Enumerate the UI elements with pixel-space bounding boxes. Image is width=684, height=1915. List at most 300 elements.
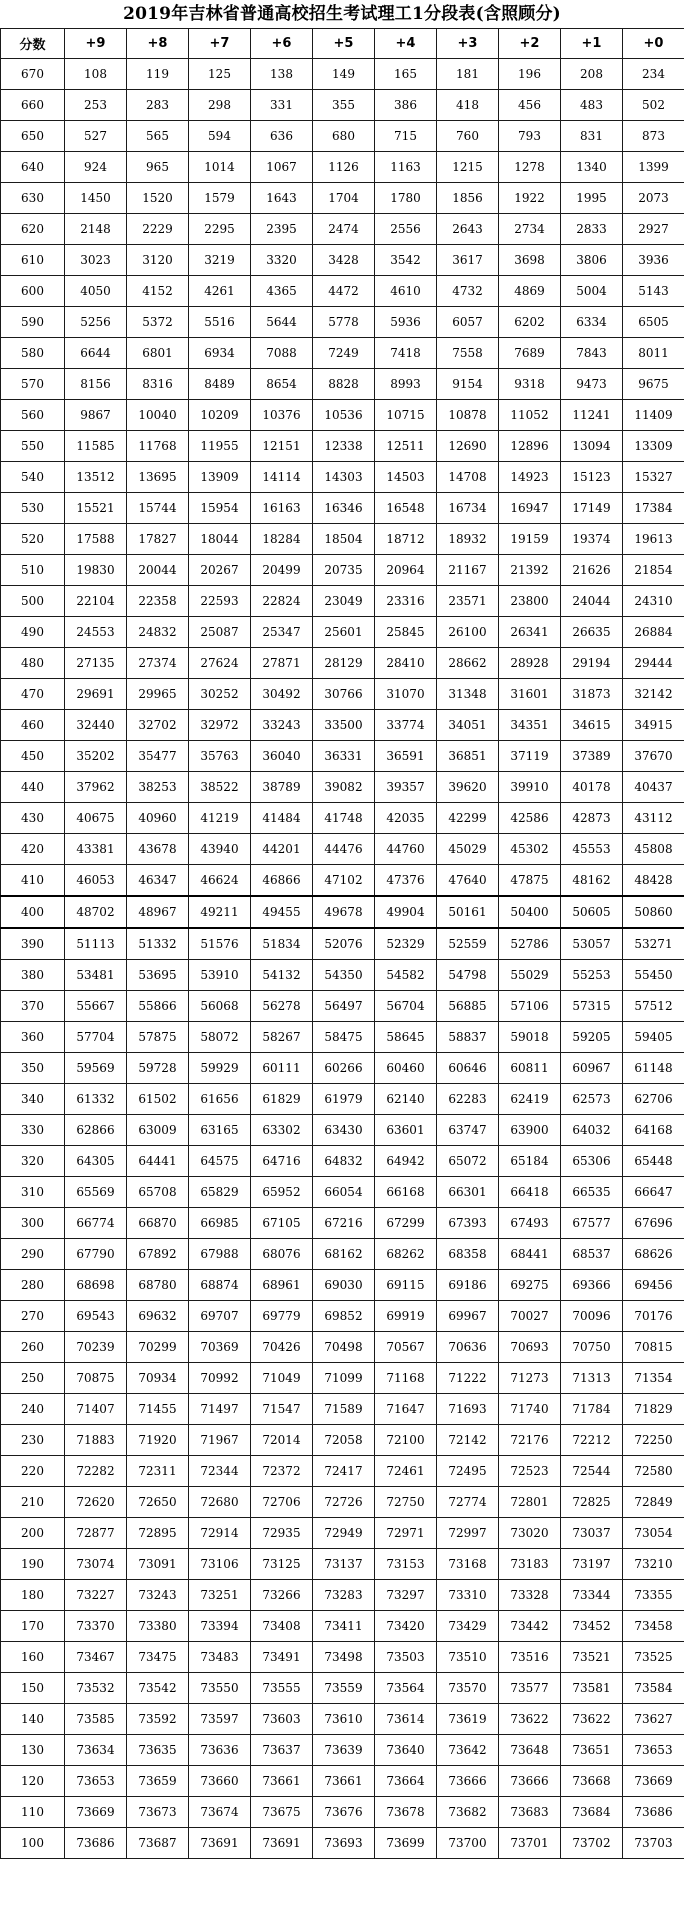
table-row [1, 1704, 684, 1735]
count-cell: 3617 [437, 245, 499, 276]
table-row [1, 1115, 684, 1146]
count-cell: 54132 [251, 960, 313, 991]
count-cell: 64832 [313, 1146, 375, 1177]
count-cell: 10040 [127, 400, 189, 431]
table-row [1, 1797, 684, 1828]
count-cell: 73467 [65, 1642, 127, 1673]
score-cell: 190 [1, 1549, 65, 1580]
count-cell: 5644 [251, 307, 313, 338]
count-cell: 73442 [499, 1611, 561, 1642]
count-cell: 68698 [65, 1270, 127, 1301]
count-cell: 70815 [623, 1332, 684, 1363]
count-cell: 31070 [375, 679, 437, 710]
count-cell: 73700 [437, 1828, 499, 1859]
table-row [1, 928, 684, 960]
count-cell: 1922 [499, 183, 561, 214]
score-cell: 290 [1, 1239, 65, 1270]
count-cell: 1579 [189, 183, 251, 214]
count-cell: 57704 [65, 1022, 127, 1053]
count-cell: 73458 [623, 1611, 684, 1642]
header-cell: +7 [189, 29, 251, 59]
count-cell: 68262 [375, 1239, 437, 1270]
count-cell: 34615 [561, 710, 623, 741]
count-cell: 73559 [313, 1673, 375, 1704]
count-cell: 64441 [127, 1146, 189, 1177]
count-cell: 72801 [499, 1487, 561, 1518]
count-cell: 13512 [65, 462, 127, 493]
count-cell: 32702 [127, 710, 189, 741]
table-row [1, 1239, 684, 1270]
count-cell: 53271 [623, 928, 684, 960]
count-cell: 51113 [65, 928, 127, 960]
count-cell: 69632 [127, 1301, 189, 1332]
score-cell: 230 [1, 1425, 65, 1456]
score-cell: 640 [1, 152, 65, 183]
count-cell: 70426 [251, 1332, 313, 1363]
count-cell: 36591 [375, 741, 437, 772]
count-cell: 72250 [623, 1425, 684, 1456]
count-cell: 30252 [189, 679, 251, 710]
count-cell: 386 [375, 90, 437, 121]
count-cell: 7088 [251, 338, 313, 369]
count-cell: 23316 [375, 586, 437, 617]
count-cell: 8156 [65, 369, 127, 400]
count-cell: 5143 [623, 276, 684, 307]
count-cell: 73640 [375, 1735, 437, 1766]
count-cell: 72282 [65, 1456, 127, 1487]
count-cell: 565 [127, 121, 189, 152]
count-cell: 26635 [561, 617, 623, 648]
count-cell: 2474 [313, 214, 375, 245]
count-cell: 24044 [561, 586, 623, 617]
count-cell: 14923 [499, 462, 561, 493]
count-cell: 21626 [561, 555, 623, 586]
count-cell: 56885 [437, 991, 499, 1022]
count-cell: 46866 [251, 865, 313, 897]
count-cell: 26100 [437, 617, 499, 648]
count-cell: 5516 [189, 307, 251, 338]
count-cell: 41484 [251, 803, 313, 834]
score-cell: 300 [1, 1208, 65, 1239]
count-cell: 68358 [437, 1239, 499, 1270]
count-cell: 8011 [623, 338, 684, 369]
table-row [1, 1208, 684, 1239]
count-cell: 5256 [65, 307, 127, 338]
count-cell: 73686 [623, 1797, 684, 1828]
count-cell: 73666 [437, 1766, 499, 1797]
count-cell: 72495 [437, 1456, 499, 1487]
count-cell: 18932 [437, 524, 499, 555]
count-cell: 6505 [623, 307, 684, 338]
score-cell: 540 [1, 462, 65, 493]
count-cell: 57512 [623, 991, 684, 1022]
score-cell: 400 [1, 896, 65, 928]
count-cell: 67577 [561, 1208, 623, 1239]
count-cell: 67393 [437, 1208, 499, 1239]
count-cell: 72372 [251, 1456, 313, 1487]
count-cell: 40960 [127, 803, 189, 834]
count-cell: 37962 [65, 772, 127, 803]
count-cell: 1704 [313, 183, 375, 214]
count-cell: 8828 [313, 369, 375, 400]
count-cell: 73521 [561, 1642, 623, 1673]
table-body [1, 59, 684, 1859]
count-cell: 72100 [375, 1425, 437, 1456]
count-cell: 39620 [437, 772, 499, 803]
table-row [1, 431, 684, 462]
count-cell: 55866 [127, 991, 189, 1022]
table-row [1, 1611, 684, 1642]
count-cell: 73153 [375, 1549, 437, 1580]
score-cell: 520 [1, 524, 65, 555]
count-cell: 73283 [313, 1580, 375, 1611]
count-cell: 73673 [127, 1797, 189, 1828]
header-cell: +4 [375, 29, 437, 59]
table-row [1, 586, 684, 617]
score-cell: 310 [1, 1177, 65, 1208]
table-title: 2019年吉林省普通高校招生考试理工1分段表(含照顾分) [123, 4, 561, 24]
count-cell: 68626 [623, 1239, 684, 1270]
count-cell: 14303 [313, 462, 375, 493]
count-cell: 12690 [437, 431, 499, 462]
table-row [1, 991, 684, 1022]
count-cell: 72774 [437, 1487, 499, 1518]
table-row [1, 865, 684, 897]
count-cell: 58837 [437, 1022, 499, 1053]
count-cell: 1340 [561, 152, 623, 183]
score-cell: 510 [1, 555, 65, 586]
count-cell: 40675 [65, 803, 127, 834]
score-cell: 170 [1, 1611, 65, 1642]
count-cell: 2229 [127, 214, 189, 245]
count-cell: 2148 [65, 214, 127, 245]
score-cell: 580 [1, 338, 65, 369]
count-cell: 63747 [437, 1115, 499, 1146]
count-cell: 108 [65, 59, 127, 90]
count-cell: 15744 [127, 493, 189, 524]
count-cell: 73648 [499, 1735, 561, 1766]
count-cell: 58645 [375, 1022, 437, 1053]
count-cell: 14503 [375, 462, 437, 493]
count-cell: 71547 [251, 1394, 313, 1425]
table-row [1, 245, 684, 276]
count-cell: 8654 [251, 369, 313, 400]
count-cell: 35763 [189, 741, 251, 772]
count-cell: 73676 [313, 1797, 375, 1828]
count-cell: 62419 [499, 1084, 561, 1115]
count-cell: 49455 [251, 896, 313, 928]
count-cell: 62283 [437, 1084, 499, 1115]
table-row [1, 338, 684, 369]
count-cell: 73637 [251, 1735, 313, 1766]
count-cell: 35477 [127, 741, 189, 772]
count-cell: 72971 [375, 1518, 437, 1549]
score-cell: 250 [1, 1363, 65, 1394]
count-cell: 73498 [313, 1642, 375, 1673]
score-cell: 570 [1, 369, 65, 400]
table-row [1, 1580, 684, 1611]
count-cell: 42586 [499, 803, 561, 834]
count-cell: 69852 [313, 1301, 375, 1332]
count-cell: 73622 [561, 1704, 623, 1735]
count-cell: 11585 [65, 431, 127, 462]
count-cell: 71168 [375, 1363, 437, 1394]
count-cell: 66774 [65, 1208, 127, 1239]
count-cell: 73503 [375, 1642, 437, 1673]
count-cell: 19374 [561, 524, 623, 555]
table-row [1, 152, 684, 183]
count-cell: 17384 [623, 493, 684, 524]
count-cell: 39357 [375, 772, 437, 803]
count-cell: 298 [189, 90, 251, 121]
count-cell: 73452 [561, 1611, 623, 1642]
count-cell: 33774 [375, 710, 437, 741]
count-cell: 7249 [313, 338, 375, 369]
count-cell: 73682 [437, 1797, 499, 1828]
count-cell: 61148 [623, 1053, 684, 1084]
count-cell: 10376 [251, 400, 313, 431]
count-cell: 73660 [189, 1766, 251, 1797]
count-cell: 45302 [499, 834, 561, 865]
count-cell: 50400 [499, 896, 561, 928]
count-cell: 42873 [561, 803, 623, 834]
count-cell: 69779 [251, 1301, 313, 1332]
count-cell: 14708 [437, 462, 499, 493]
count-cell: 59929 [189, 1053, 251, 1084]
count-cell: 73483 [189, 1642, 251, 1673]
count-cell: 25845 [375, 617, 437, 648]
count-cell: 73370 [65, 1611, 127, 1642]
count-cell: 9154 [437, 369, 499, 400]
score-cell: 410 [1, 865, 65, 897]
score-cell: 530 [1, 493, 65, 524]
count-cell: 70992 [189, 1363, 251, 1394]
count-cell: 22824 [251, 586, 313, 617]
count-cell: 62706 [623, 1084, 684, 1115]
header-cell-score: 分数 [1, 29, 65, 59]
count-cell: 73475 [127, 1642, 189, 1673]
count-cell: 39082 [313, 772, 375, 803]
count-cell: 72825 [561, 1487, 623, 1518]
count-cell: 13909 [189, 462, 251, 493]
count-cell: 10878 [437, 400, 499, 431]
score-cell: 130 [1, 1735, 65, 1766]
count-cell: 41748 [313, 803, 375, 834]
table-row [1, 1394, 684, 1425]
count-cell: 68874 [189, 1270, 251, 1301]
count-cell: 34351 [499, 710, 561, 741]
count-cell: 73516 [499, 1642, 561, 1673]
table-row [1, 555, 684, 586]
count-cell: 53695 [127, 960, 189, 991]
count-cell: 70299 [127, 1332, 189, 1363]
count-cell: 73661 [251, 1766, 313, 1797]
count-cell: 37389 [561, 741, 623, 772]
count-cell: 11409 [623, 400, 684, 431]
count-cell: 57315 [561, 991, 623, 1022]
count-cell: 73684 [561, 1797, 623, 1828]
count-cell: 73227 [65, 1580, 127, 1611]
count-cell: 72620 [65, 1487, 127, 1518]
count-cell: 44476 [313, 834, 375, 865]
count-cell: 71647 [375, 1394, 437, 1425]
count-cell: 21167 [437, 555, 499, 586]
count-cell: 28928 [499, 648, 561, 679]
count-cell: 73491 [251, 1642, 313, 1673]
table-row [1, 960, 684, 991]
count-cell: 66647 [623, 1177, 684, 1208]
count-cell: 70693 [499, 1332, 561, 1363]
score-cell: 120 [1, 1766, 65, 1797]
count-cell: 8489 [189, 369, 251, 400]
count-cell: 73555 [251, 1673, 313, 1704]
score-cell: 100 [1, 1828, 65, 1859]
count-cell: 73668 [561, 1766, 623, 1797]
count-cell: 47875 [499, 865, 561, 897]
count-cell: 6202 [499, 307, 561, 338]
score-cell: 630 [1, 183, 65, 214]
count-cell: 73691 [251, 1828, 313, 1859]
count-cell: 502 [623, 90, 684, 121]
count-cell: 4869 [499, 276, 561, 307]
count-cell: 73659 [127, 1766, 189, 1797]
count-cell: 38789 [251, 772, 313, 803]
score-cell: 260 [1, 1332, 65, 1363]
count-cell: 64305 [65, 1146, 127, 1177]
count-cell: 73635 [127, 1735, 189, 1766]
score-cell: 490 [1, 617, 65, 648]
score-cell: 610 [1, 245, 65, 276]
count-cell: 67988 [189, 1239, 251, 1270]
count-cell: 2833 [561, 214, 623, 245]
count-cell: 20499 [251, 555, 313, 586]
count-cell: 67493 [499, 1208, 561, 1239]
count-cell: 63900 [499, 1115, 561, 1146]
count-cell: 59728 [127, 1053, 189, 1084]
count-cell: 71693 [437, 1394, 499, 1425]
count-cell: 17827 [127, 524, 189, 555]
count-cell: 3936 [623, 245, 684, 276]
count-cell: 4472 [313, 276, 375, 307]
count-cell: 12338 [313, 431, 375, 462]
count-cell: 24832 [127, 617, 189, 648]
count-cell: 22104 [65, 586, 127, 617]
count-cell: 16346 [313, 493, 375, 524]
table-row [1, 1766, 684, 1797]
count-cell: 73622 [499, 1704, 561, 1735]
count-cell: 43381 [65, 834, 127, 865]
count-cell: 55253 [561, 960, 623, 991]
count-cell: 3023 [65, 245, 127, 276]
count-cell: 50161 [437, 896, 499, 928]
count-cell: 38522 [189, 772, 251, 803]
count-cell: 68162 [313, 1239, 375, 1270]
count-cell: 62573 [561, 1084, 623, 1115]
table-row [1, 741, 684, 772]
count-cell: 73675 [251, 1797, 313, 1828]
count-cell: 70567 [375, 1332, 437, 1363]
count-cell: 63302 [251, 1115, 313, 1146]
count-cell: 65569 [65, 1177, 127, 1208]
count-cell: 52329 [375, 928, 437, 960]
count-cell: 2643 [437, 214, 499, 245]
header-cell: +9 [65, 29, 127, 59]
count-cell: 17588 [65, 524, 127, 555]
count-cell: 5778 [313, 307, 375, 338]
count-cell: 72580 [623, 1456, 684, 1487]
count-cell: 4610 [375, 276, 437, 307]
score-cell: 600 [1, 276, 65, 307]
count-cell: 73037 [561, 1518, 623, 1549]
score-cell: 550 [1, 431, 65, 462]
count-cell: 67105 [251, 1208, 313, 1239]
table-row [1, 1673, 684, 1704]
count-cell: 73570 [437, 1673, 499, 1704]
count-cell: 73653 [623, 1735, 684, 1766]
count-cell: 67892 [127, 1239, 189, 1270]
count-cell: 11241 [561, 400, 623, 431]
count-cell: 73542 [127, 1673, 189, 1704]
count-cell: 64168 [623, 1115, 684, 1146]
count-cell: 456 [499, 90, 561, 121]
count-cell: 73627 [623, 1704, 684, 1735]
count-cell: 2556 [375, 214, 437, 245]
count-cell: 15327 [623, 462, 684, 493]
count-cell: 2073 [623, 183, 684, 214]
count-cell: 208 [561, 59, 623, 90]
count-cell: 49678 [313, 896, 375, 928]
count-cell: 73686 [65, 1828, 127, 1859]
count-cell: 73666 [499, 1766, 561, 1797]
count-cell: 63430 [313, 1115, 375, 1146]
count-cell: 69967 [437, 1301, 499, 1332]
count-cell: 27374 [127, 648, 189, 679]
count-cell: 23571 [437, 586, 499, 617]
count-cell: 10209 [189, 400, 251, 431]
count-cell: 60967 [561, 1053, 623, 1084]
score-cell: 460 [1, 710, 65, 741]
count-cell: 65184 [499, 1146, 561, 1177]
count-cell: 68441 [499, 1239, 561, 1270]
count-cell: 11955 [189, 431, 251, 462]
header-cell: +8 [127, 29, 189, 59]
count-cell: 73687 [127, 1828, 189, 1859]
count-cell: 11052 [499, 400, 561, 431]
count-cell: 61502 [127, 1084, 189, 1115]
count-cell: 69707 [189, 1301, 251, 1332]
count-cell: 924 [65, 152, 127, 183]
table-row [1, 1642, 684, 1673]
count-cell: 73642 [437, 1735, 499, 1766]
table-row [1, 183, 684, 214]
count-cell: 19159 [499, 524, 561, 555]
score-cell: 220 [1, 1456, 65, 1487]
count-cell: 12151 [251, 431, 313, 462]
count-cell: 5936 [375, 307, 437, 338]
score-cell: 340 [1, 1084, 65, 1115]
count-cell: 73380 [127, 1611, 189, 1642]
count-cell: 20267 [189, 555, 251, 586]
table-row [1, 803, 684, 834]
count-cell: 73610 [313, 1704, 375, 1735]
count-cell: 72311 [127, 1456, 189, 1487]
count-cell: 11768 [127, 431, 189, 462]
count-cell: 65072 [437, 1146, 499, 1177]
count-cell: 47376 [375, 865, 437, 897]
count-cell: 61656 [189, 1084, 251, 1115]
score-cell: 620 [1, 214, 65, 245]
count-cell: 73550 [189, 1673, 251, 1704]
